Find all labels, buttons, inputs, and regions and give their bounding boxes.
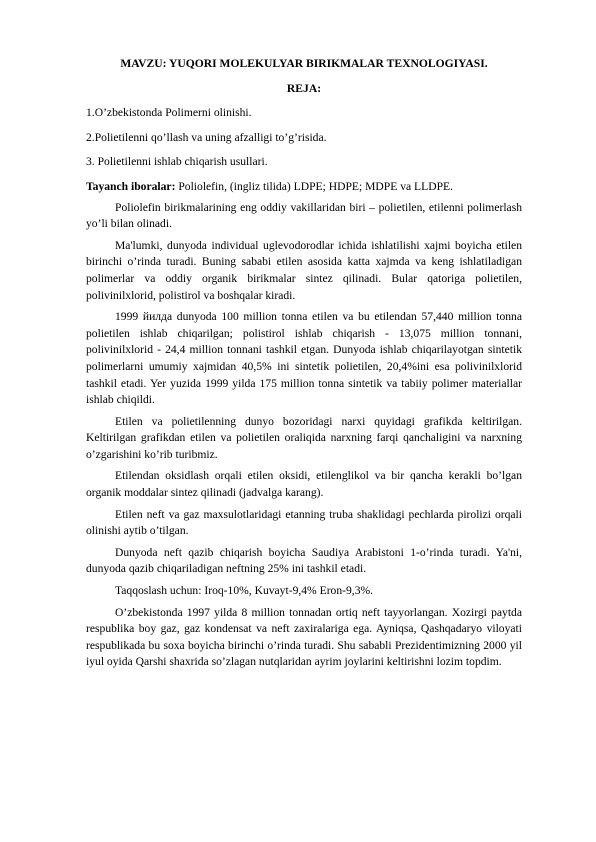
keywords-label: Tayanch iboralar: bbox=[86, 179, 176, 193]
paragraph: Etilen neft va gaz maxsulotlaridagi etanning truba shaklidagi pechlarda pirolizi orqali olinishi aytib o’tilgan. bbox=[86, 507, 522, 538]
paragraph: O’zbekistonda 1997 yilda 8 million tonnadan ortiq neft tayyorlangan. Xozirgi paytda respublika boy gaz, gaz kondensat va neft zaxiralariga ega. Ayniqsa, Qashqadaryo viloyati respublikada bu soxa boyicha birinchi o’rinda turadi. Shu sababli Prezidentimizning 2000 yil iyul oyida Qarshi shaxrida so’zlagan nutqlaridan ayrim joylarini keltirishni lozim topdim. bbox=[86, 605, 522, 669]
plan-item-1: 1.O’zbekistonda Polimerni olinishi. bbox=[86, 106, 252, 120]
plan-item-3: 3. Polietilenni ishlab chiqarish usullari. bbox=[86, 155, 268, 169]
plan-heading: REJA: bbox=[286, 81, 322, 95]
paragraph: Dunyoda neft qazib chiqarish boyicha Saudiya Arabistoni 1-o’rinda turadi. Ya'ni, dunyoda qazib chiqariladigan neftning 25% ini tashkil etadi. bbox=[86, 545, 522, 576]
paragraph: Ma'lumki, dunyoda individual uglevodorodlar ichida ishlatilishi xajmi boyicha etilen birinchi o’rinda turadi. Buning sababi etilen asosida katta xajmda va keng ishlatiladigan polimerlar va oddiy organik birikmalar sintez qilinadi. Bular qatoriga polietilen, polivinilxlorid, polistirol va boshqalar kiradi. bbox=[86, 238, 522, 302]
document-title: MAVZU: YUQORI MOLEKULYAR BIRIKMALAR TEXNOLOGIYASI. bbox=[120, 57, 488, 70]
plan-item-2: 2.Polietilenni qo’llash va uning afzalligi to’g’risida. bbox=[86, 130, 327, 144]
keywords-text: Poliolefin, (ingliz tilida) LDPE; HDPE; MDPE va LLDPE. bbox=[175, 179, 454, 193]
keywords-line bbox=[86, 179, 522, 196]
document-body bbox=[86, 56, 522, 676]
paragraph: 1999 йилда dunyoda 100 million tonna etilen va bu etilendan 57,440 million tonna polietilen ishlab chiqarilgan; polistirol ishlab chiqarish - 13,075 million tonnani, polivinilxlorid - 24,4 million tonnani tashkil etgan. Dunyoda ishlab chiqarilayotgan sintetik polimerlarni umumiy xajmidan 40,5% ini sintetik polietilen, 20,4%ini esa polivinilxlorid tashkil etadi. Yer yuzida 1999 yilda 175 million tonna sintetik va tabiiy polimer materiallar ishlab chiqildi. bbox=[86, 310, 522, 407]
paragraph: Etilen va polietilenning dunyo bozoridagi narxi quyidagi grafikda keltirilgan. Keltirilgan grafikdan etilen va polietilen oraliqida narxning farqi qanchaligini va narxning o’zgarishini ko’rib turibmiz. bbox=[86, 414, 522, 461]
paragraph: Etilendan oksidlash orqali etilen oksidi, etilenglikol va bir qancha kerakli bo’lgan organik moddalar sintez qilinadi (jadvalga karang). bbox=[86, 469, 522, 500]
paragraph: Taqqoslash uchun: Iroq-10%, Kuvayt-9,4% Eron-9,3%. bbox=[115, 584, 374, 598]
paragraph: Poliolefin birikmalarining eng oddiy vakillaridan biri – polietilen, etilenni polimerlash yo’li bilan olinadi. bbox=[86, 200, 522, 231]
